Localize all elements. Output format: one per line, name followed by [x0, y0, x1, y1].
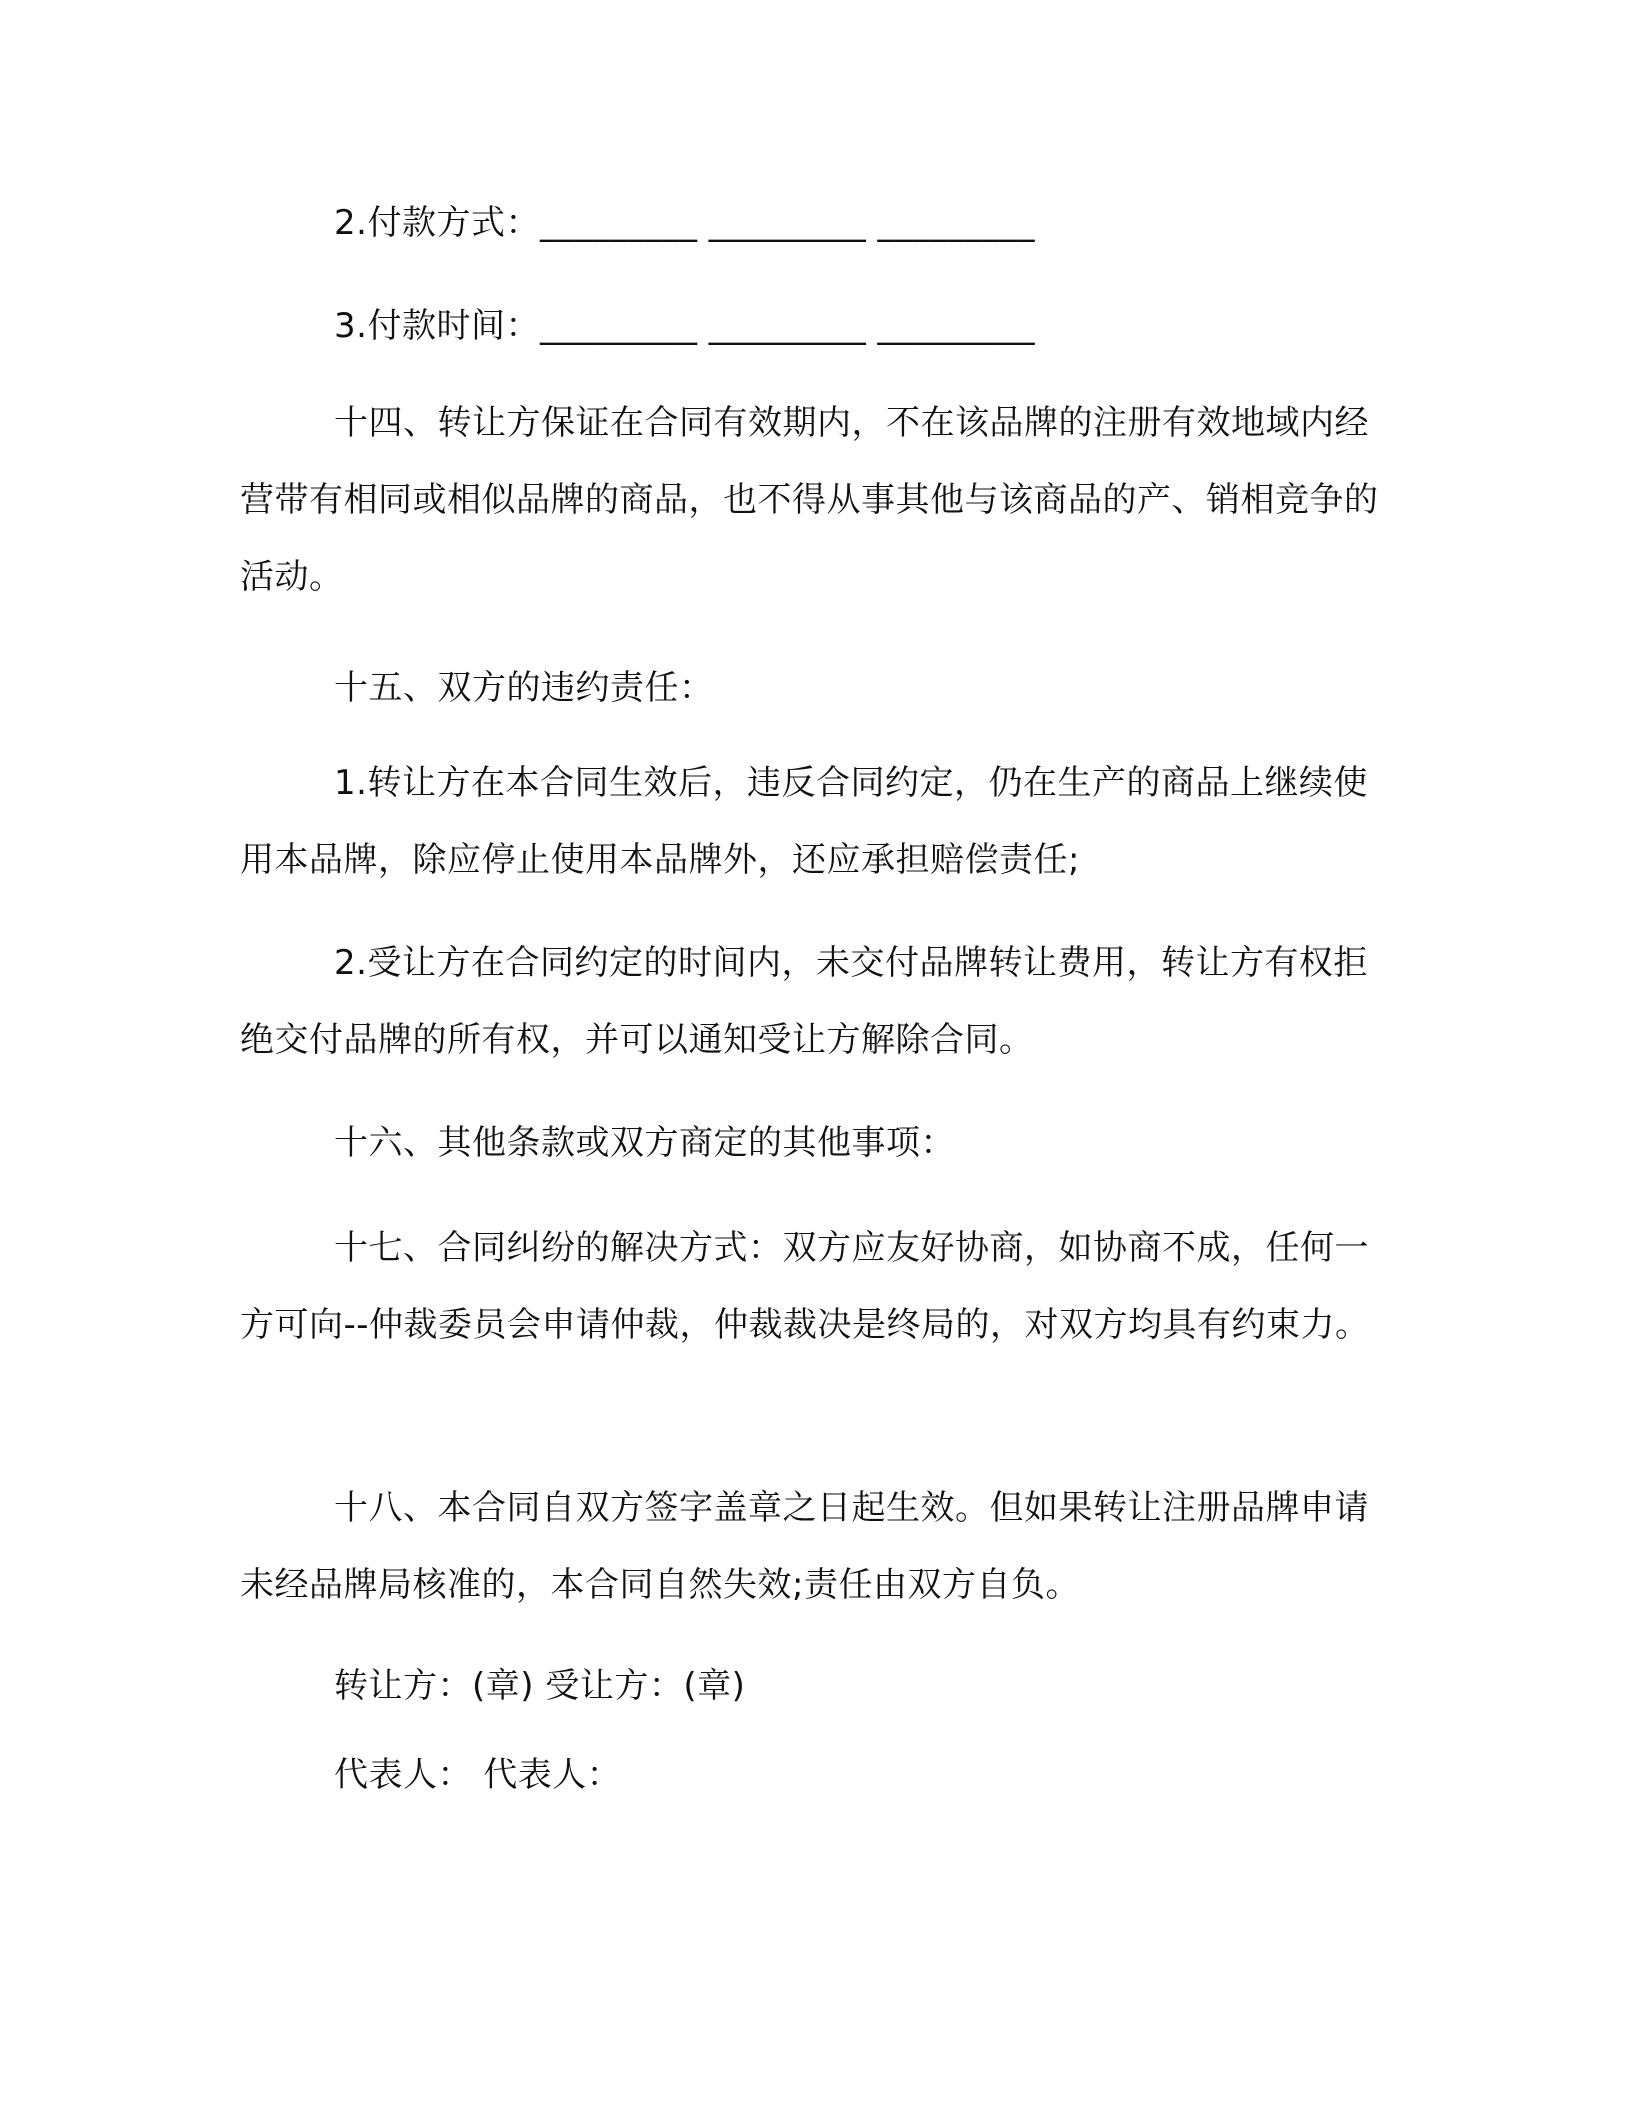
- clause-15-item-1: 1.转让方在本合同生效后，违反合同约定，仍在生产的商品上继续使用本品牌，除应停止使用本品牌外，还应承担赔偿责任;: [240, 763, 1368, 880]
- representatives-line: 代表人： 代表人：: [334, 1755, 622, 1795]
- clause-15-heading: 十五、双方的违约责任：: [334, 668, 714, 708]
- clause-14-paragraph: 十四、转让方保证在合同有效期内，不在该品牌的注册有效地域内经营带有相同或相似品牌的商品，也不得从事其他与该商品的产、销相竞争的活动。: [240, 403, 1379, 597]
- clause-18-paragraph: 十八、本合同自双方签字盖章之日起生效。但如果转让注册品牌申请未经品牌局核准的，本合同自然失效;责任由双方自负。: [240, 1488, 1369, 1605]
- payment-time-line: 3.付款时间：_________ _________ _________: [334, 306, 1036, 346]
- clause-15-item-2: 2.受让方在合同约定的时间内，未交付品牌转让费用，转让方有权拒绝交付品牌的所有权，并可以通知受让方解除合同。: [240, 943, 1368, 1060]
- payment-method-line: 2.付款方式：_________ _________ _________: [334, 203, 1036, 243]
- clause-17-paragraph: 十七、合同纠纷的解决方式：双方应友好协商，如协商不成，任何一方可向--仲裁委员会申请仲裁，仲裁裁决是终局的，对双方均具有约束力。: [240, 1228, 1370, 1345]
- clause-16-paragraph: 十六、其他条款或双方商定的其他事项：: [334, 1123, 955, 1163]
- signatories-line: 转让方：(章) 受让方：(章): [334, 1666, 746, 1706]
